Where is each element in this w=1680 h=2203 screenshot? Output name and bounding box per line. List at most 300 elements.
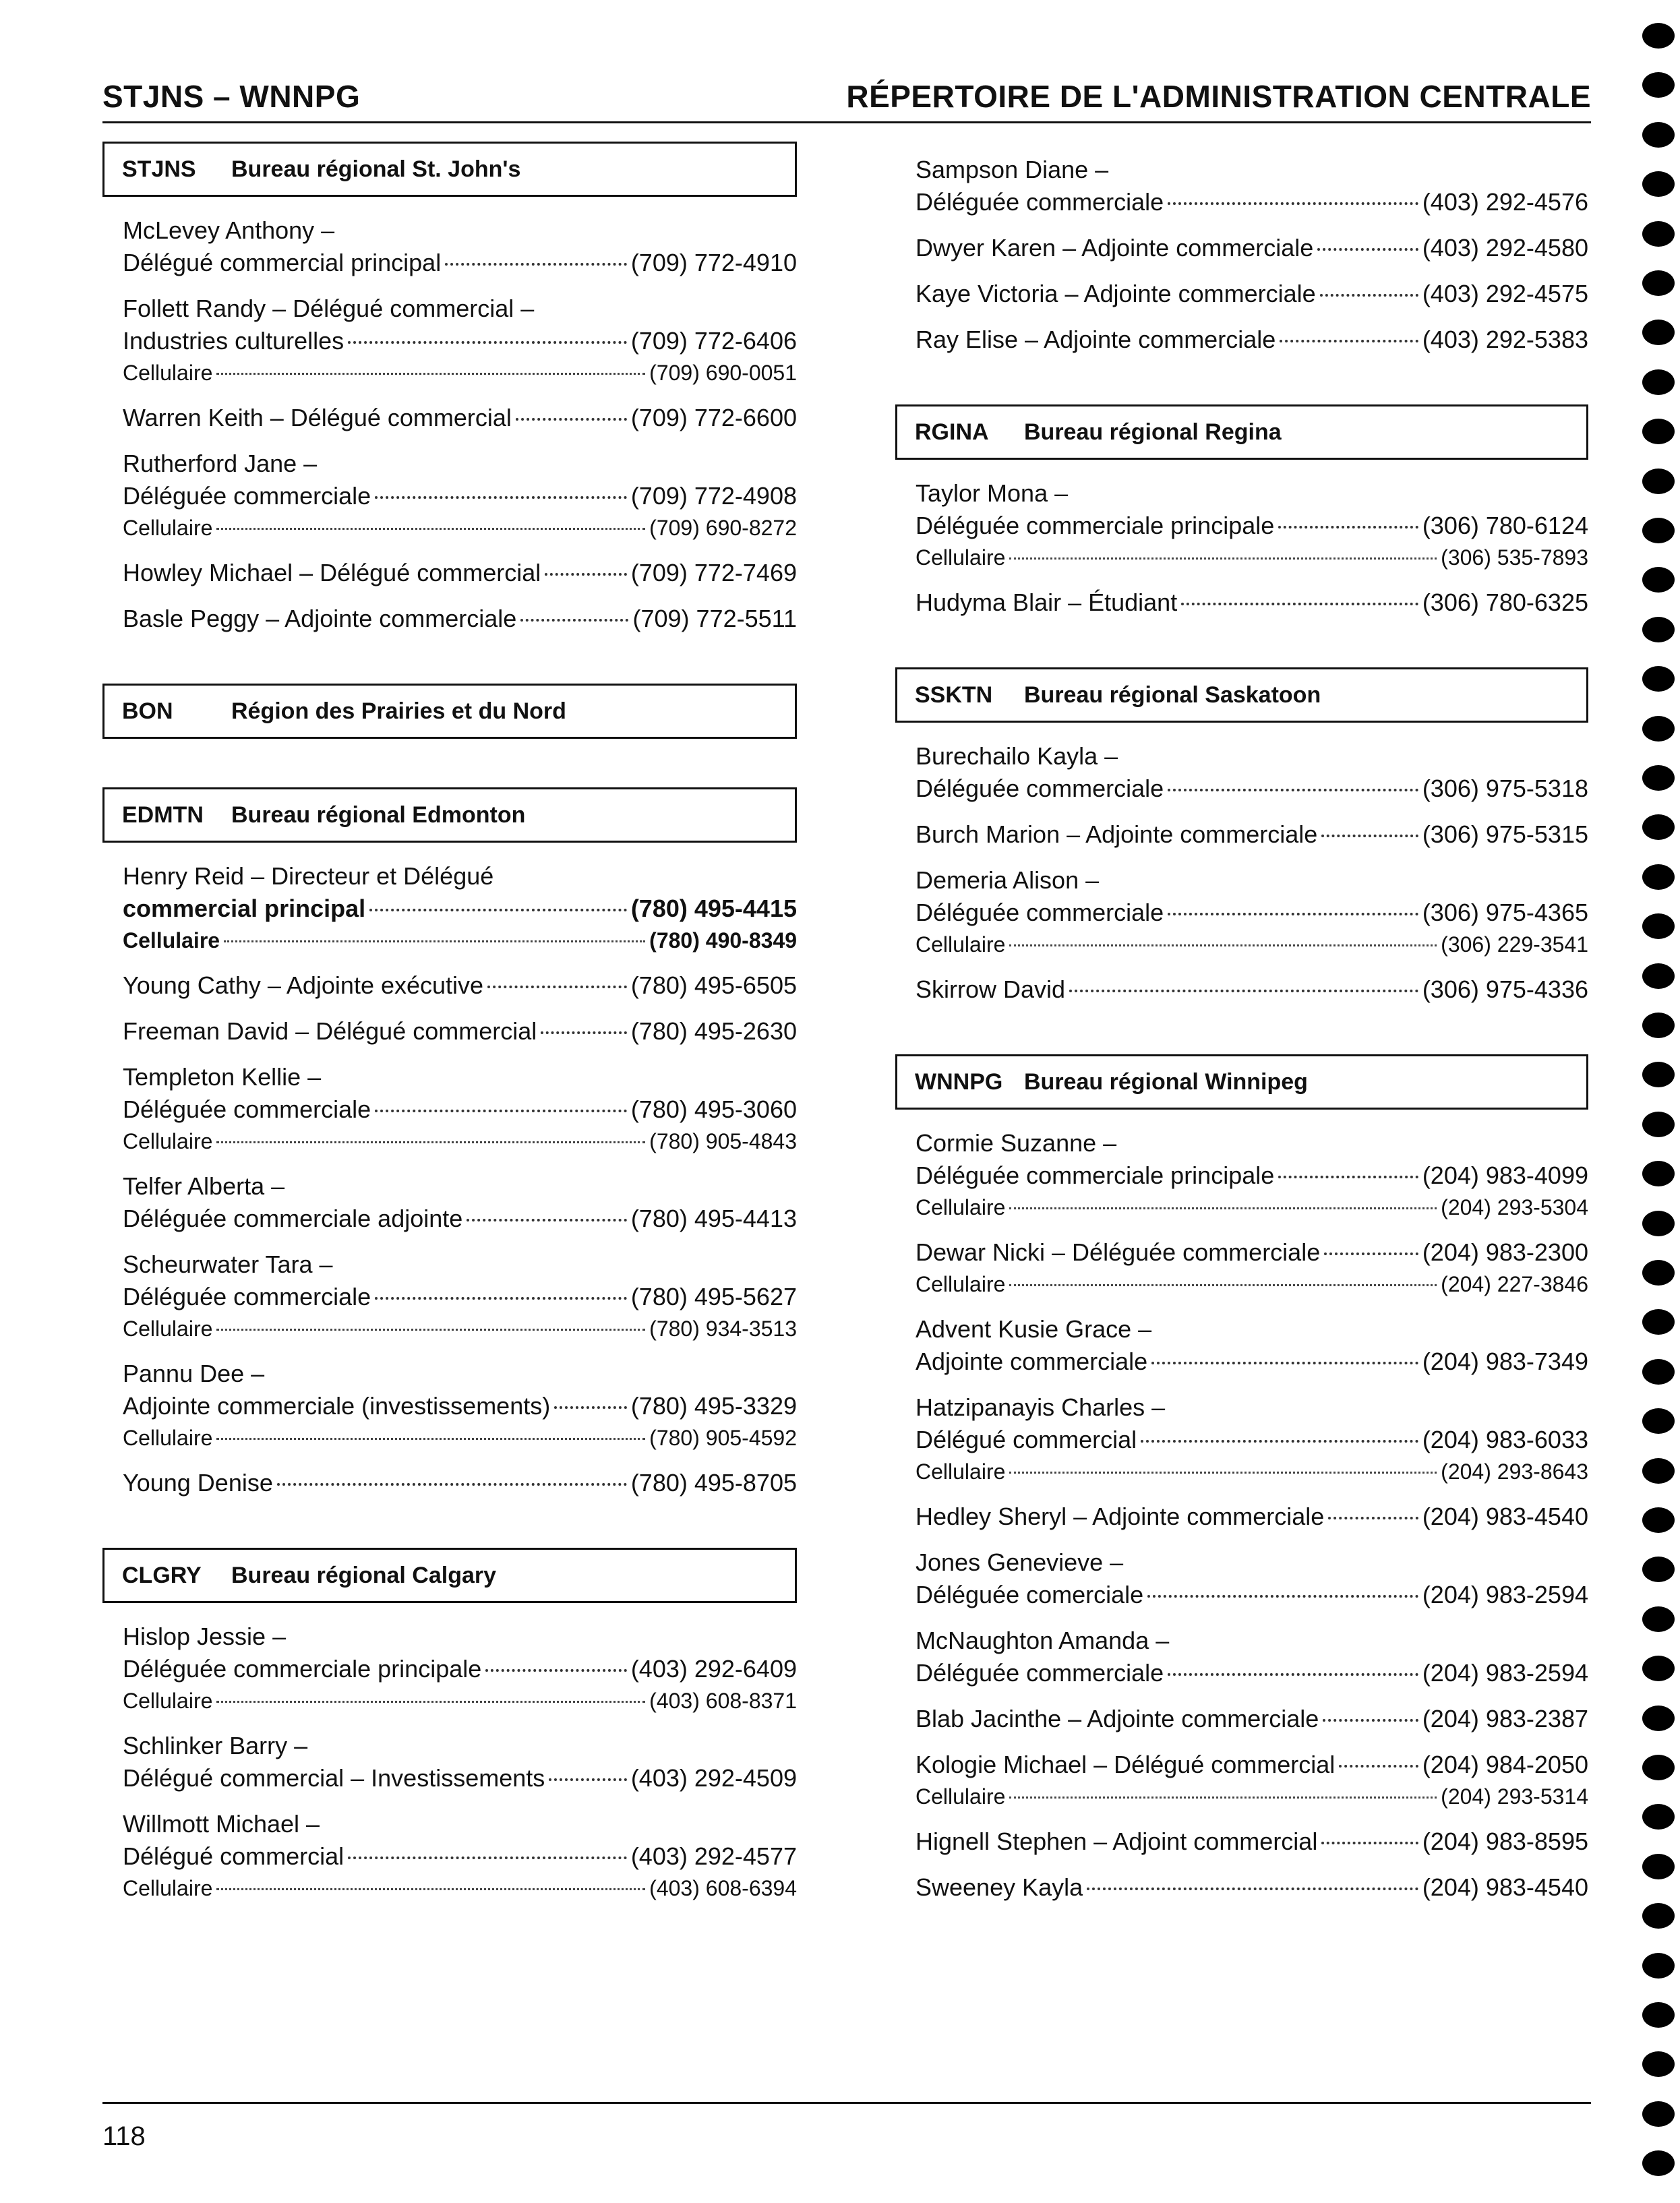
binding-hole xyxy=(1642,1507,1675,1533)
phone-number: (780) 905-4843 xyxy=(649,1129,797,1153)
office-section xyxy=(102,684,797,739)
phone-number: (403) 608-6394 xyxy=(649,1876,797,1900)
dot-leader xyxy=(1009,1207,1437,1209)
entry-label: Burch Marion – Adjointe commerciale xyxy=(916,820,1318,848)
office-title: Bureau régional Edmonton xyxy=(231,802,526,828)
header-range-title: STJNS – WNNPG xyxy=(102,79,361,114)
entry-name: Advent Kusie Grace – xyxy=(916,1315,1152,1343)
binding-hole xyxy=(1642,1557,1675,1582)
entry-label: Adjointe commerciale (investissements) xyxy=(123,1392,551,1420)
entry-label: Déléguée commerciale principale xyxy=(916,512,1275,539)
phone-line xyxy=(916,1657,1588,1689)
phone-number: (204) 983-2300 xyxy=(1422,1238,1588,1266)
section-header xyxy=(895,404,1588,460)
directory-entry xyxy=(123,969,797,1002)
binding-hole xyxy=(1642,2150,1675,2176)
office-section xyxy=(102,787,797,1499)
section-header xyxy=(102,787,797,843)
entry-label: Industries culturelles xyxy=(123,327,344,355)
phone-number: (403) 292-5383 xyxy=(1422,326,1588,353)
right-sections xyxy=(895,404,1588,1904)
directory-entry xyxy=(123,860,797,956)
phone-line xyxy=(916,1346,1588,1378)
entry-name: Schlinker Barry – xyxy=(123,1732,308,1759)
phone-number: (403) 292-6409 xyxy=(630,1655,797,1683)
phone-number: (306) 975-4336 xyxy=(1422,975,1588,1003)
binding-hole xyxy=(1642,716,1675,742)
directory-entry xyxy=(123,214,797,279)
cell-phone-line xyxy=(123,1685,797,1716)
directory-entry xyxy=(916,232,1588,264)
entry-label: Young Cathy – Adjointe exécutive xyxy=(123,971,484,999)
office-code: RGINA xyxy=(915,419,989,445)
phone-number: (306) 975-4365 xyxy=(1422,899,1588,926)
cell-label: Cellulaire xyxy=(123,516,213,540)
dot-leader xyxy=(216,1438,645,1440)
cell-label: Cellulaire xyxy=(916,545,1006,570)
dot-leader xyxy=(445,263,627,266)
binding-hole xyxy=(1642,864,1675,890)
binding-hole xyxy=(1642,1013,1675,1038)
entry-name: Willmott Michael – xyxy=(123,1810,320,1838)
cell-phone-line xyxy=(916,542,1588,573)
dot-leader xyxy=(1328,1517,1418,1519)
phone-number: (780) 495-4413 xyxy=(630,1205,797,1232)
cell-label: Cellulaire xyxy=(916,1272,1006,1296)
phone-line xyxy=(123,402,797,434)
binding-hole xyxy=(1642,1260,1675,1286)
entry-name: Jones Genevieve – xyxy=(916,1548,1124,1576)
entry-label: commercial principal xyxy=(123,895,366,922)
cell-label: Cellulaire xyxy=(123,1876,213,1900)
phone-number: (780) 490-8349 xyxy=(649,928,797,953)
phone-line xyxy=(916,897,1588,929)
phone-line xyxy=(123,1467,797,1499)
dot-leader xyxy=(224,940,645,942)
entry-name: Templeton Kellie – xyxy=(123,1063,322,1091)
cell-label: Cellulaire xyxy=(916,1784,1006,1809)
directory-entry xyxy=(916,864,1588,960)
phone-number: (306) 229-3541 xyxy=(1441,932,1588,957)
office-entries xyxy=(895,723,1588,1006)
directory-entry xyxy=(916,1313,1588,1378)
dot-leader xyxy=(1323,1719,1418,1722)
directory-entry xyxy=(916,1391,1588,1487)
phone-number: (204) 983-4540 xyxy=(1422,1503,1588,1530)
dot-leader xyxy=(1009,944,1437,946)
binding-hole xyxy=(1642,1408,1675,1434)
dot-leader xyxy=(1280,340,1418,342)
binding-hole xyxy=(1642,171,1675,197)
binding-hole xyxy=(1642,1656,1675,1681)
binding-hole xyxy=(1642,2101,1675,2127)
dot-leader xyxy=(1087,1888,1418,1890)
phone-line xyxy=(123,893,797,925)
binding-hole xyxy=(1642,320,1675,345)
office-code: SSKTN xyxy=(915,682,993,708)
phone-number: (780) 495-8705 xyxy=(630,1469,797,1497)
phone-number: (204) 293-8643 xyxy=(1441,1459,1588,1484)
entry-label: Hignell Stephen – Adjoint commercial xyxy=(916,1828,1318,1855)
dot-leader xyxy=(1339,1765,1418,1768)
directory-entry xyxy=(916,278,1588,310)
entry-name: Hislop Jessie – xyxy=(123,1623,287,1650)
dot-leader xyxy=(549,1778,627,1781)
directory-entry xyxy=(123,1358,797,1453)
entry-name: Burechailo Kayla – xyxy=(916,742,1118,770)
entry-label: Délégué commercial principal xyxy=(123,249,442,276)
dot-leader xyxy=(1181,603,1418,605)
directory-entry xyxy=(123,448,797,543)
binding-hole xyxy=(1642,765,1675,791)
binding-hole xyxy=(1642,2051,1675,2077)
page-number: 118 xyxy=(102,2121,146,2151)
office-title: Bureau régional Saskatoon xyxy=(1024,682,1321,708)
entry-name: Scheurwater Tara – xyxy=(123,1250,333,1278)
directory-entry xyxy=(123,1015,797,1048)
binding-hole xyxy=(1642,913,1675,939)
binding-hole xyxy=(1642,1062,1675,1087)
calgary-continued-section xyxy=(895,142,1588,356)
office-code: WNNPG xyxy=(915,1068,1003,1095)
phone-line xyxy=(123,480,797,512)
phone-line xyxy=(123,557,797,589)
cell-label: Cellulaire xyxy=(123,1689,213,1713)
dot-leader xyxy=(1009,1284,1437,1286)
dot-leader xyxy=(348,1857,627,1859)
phone-number: (709) 772-5511 xyxy=(632,605,797,632)
phone-number: (306) 535-7893 xyxy=(1441,545,1588,570)
binding-hole xyxy=(1642,1112,1675,1137)
phone-line xyxy=(916,586,1588,619)
entry-label: Blab Jacinthe – Adjointe commerciale xyxy=(916,1705,1319,1732)
directory-entry xyxy=(123,1730,797,1794)
phone-line xyxy=(123,1015,797,1048)
dot-leader xyxy=(1147,1595,1418,1598)
directory-entry xyxy=(916,1625,1588,1689)
phone-line xyxy=(916,1236,1588,1269)
directory-entry xyxy=(916,740,1588,805)
office-title: Bureau régional Regina xyxy=(1024,419,1282,445)
binding-hole xyxy=(1642,1359,1675,1385)
directory-entry xyxy=(916,1236,1588,1300)
dot-leader xyxy=(1168,202,1418,205)
phone-number: (204) 984-2050 xyxy=(1422,1751,1588,1778)
phone-number: (204) 983-4540 xyxy=(1422,1873,1588,1901)
phone-line xyxy=(123,1840,797,1873)
entry-label: Kaye Victoria – Adjointe commerciale xyxy=(916,280,1316,307)
spiral-binding xyxy=(1642,13,1676,2191)
office-section xyxy=(895,667,1588,1006)
dot-leader xyxy=(1009,1472,1437,1474)
directory-entry xyxy=(123,1061,797,1157)
office-entries xyxy=(895,1110,1588,1904)
binding-hole xyxy=(1642,369,1675,395)
header-directory-title: RÉPERTOIRE DE L'ADMINISTRATION CENTRALE xyxy=(846,79,1591,114)
phone-line xyxy=(123,1762,797,1794)
dot-leader xyxy=(277,1483,627,1486)
directory-entry xyxy=(916,586,1588,619)
left-column xyxy=(102,142,797,1952)
phone-line xyxy=(916,232,1588,264)
cell-label: Cellulaire xyxy=(916,1459,1006,1484)
entry-label: Déléguée commerciale xyxy=(916,899,1164,926)
binding-hole xyxy=(1642,1755,1675,1780)
directory-entry xyxy=(123,1808,797,1904)
phone-number: (204) 293-5304 xyxy=(1441,1195,1588,1219)
phone-number: (403) 292-4577 xyxy=(630,1842,797,1870)
dot-leader xyxy=(216,1888,645,1890)
section-header xyxy=(102,684,797,739)
entry-name: Sampson Diane – xyxy=(916,156,1109,183)
dot-leader xyxy=(216,1701,645,1703)
office-section xyxy=(102,142,797,635)
cell-phone-line xyxy=(123,925,797,956)
entry-label: Freeman David – Délégué commercial xyxy=(123,1017,537,1045)
office-code: BON xyxy=(122,698,173,724)
phone-line xyxy=(916,278,1588,310)
cell-label: Cellulaire xyxy=(123,928,220,953)
phone-line xyxy=(916,186,1588,218)
phone-number: (780) 495-2630 xyxy=(630,1017,797,1045)
dot-leader xyxy=(545,573,627,576)
dot-leader xyxy=(554,1406,627,1409)
section-header xyxy=(102,142,797,197)
binding-hole xyxy=(1642,2002,1675,2028)
phone-number: (709) 690-8272 xyxy=(649,516,797,540)
phone-number: (403) 292-4509 xyxy=(630,1764,797,1792)
dot-leader xyxy=(216,373,645,375)
phone-number: (709) 772-6406 xyxy=(630,327,797,355)
entry-label: Déléguée commerciale xyxy=(123,1095,371,1123)
section-header xyxy=(895,667,1588,723)
dot-leader xyxy=(485,1669,627,1672)
entry-name: Telfer Alberta – xyxy=(123,1172,285,1200)
entry-label: Déléguée commerciale xyxy=(916,775,1164,802)
dot-leader xyxy=(467,1219,627,1221)
phone-line xyxy=(123,603,797,635)
office-title: Bureau régional Calgary xyxy=(231,1562,497,1588)
phone-number: (780) 495-6505 xyxy=(630,971,797,999)
dot-leader xyxy=(216,1329,645,1331)
phone-number: (780) 495-4415 xyxy=(630,895,797,922)
dot-leader xyxy=(1141,1440,1418,1443)
cell-phone-line xyxy=(916,1192,1588,1223)
cell-label: Cellulaire xyxy=(916,932,1006,957)
entry-name: McNaughton Amanda – xyxy=(916,1627,1170,1654)
directory-entry xyxy=(123,1170,797,1235)
directory-entry xyxy=(123,1467,797,1499)
binding-hole xyxy=(1642,1211,1675,1236)
entry-name: Follett Randy – Délégué commercial – xyxy=(123,295,535,322)
phone-number: (780) 495-5627 xyxy=(630,1283,797,1310)
office-title: Région des Prairies et du Nord xyxy=(231,698,566,724)
entry-label: Dwyer Karen – Adjointe commerciale xyxy=(916,234,1314,262)
binding-hole xyxy=(1642,1854,1675,1879)
phone-number: (709) 772-7469 xyxy=(630,559,797,586)
binding-hole xyxy=(1642,221,1675,247)
phone-number: (403) 608-8371 xyxy=(649,1689,797,1713)
calgary-continued-entries xyxy=(895,142,1588,356)
directory-entry xyxy=(916,1749,1588,1812)
office-section xyxy=(102,1548,797,1904)
dot-leader xyxy=(216,528,645,530)
phone-number: (204) 983-6033 xyxy=(1422,1426,1588,1453)
phone-number: (306) 780-6124 xyxy=(1422,512,1588,539)
phone-number: (709) 772-4908 xyxy=(630,482,797,510)
phone-number: (306) 975-5318 xyxy=(1422,775,1588,802)
entry-name: Pannu Dee – xyxy=(123,1360,265,1387)
office-title: Bureau régional Winnipeg xyxy=(1024,1068,1308,1095)
directory-entry xyxy=(123,402,797,434)
entry-name: Taylor Mona – xyxy=(916,479,1069,507)
cell-phone-line xyxy=(123,512,797,543)
entry-label: Hedley Sheryl – Adjointe commerciale xyxy=(916,1503,1325,1530)
dot-leader xyxy=(375,1297,627,1300)
entry-label: Sweeney Kayla xyxy=(916,1873,1083,1901)
binding-hole xyxy=(1642,23,1675,49)
cell-label: Cellulaire xyxy=(123,1129,213,1153)
phone-number: (780) 905-4592 xyxy=(649,1426,797,1450)
cell-phone-line xyxy=(916,1781,1588,1812)
phone-line xyxy=(916,1424,1588,1456)
dot-leader xyxy=(516,418,627,421)
office-entries xyxy=(102,843,797,1499)
phone-number: (204) 983-4099 xyxy=(1422,1161,1588,1189)
cell-label: Cellulaire xyxy=(123,1317,213,1341)
dot-leader xyxy=(487,986,627,988)
phone-line xyxy=(916,973,1588,1006)
directory-entry xyxy=(916,1546,1588,1611)
phone-line xyxy=(123,247,797,279)
binding-hole xyxy=(1642,122,1675,148)
entry-label: Déléguée comerciale xyxy=(916,1581,1144,1608)
page-footer xyxy=(102,2102,1591,2151)
dot-leader xyxy=(375,1110,627,1112)
entry-label: Kologie Michael – Délégué commercial xyxy=(916,1751,1336,1778)
cell-label: Cellulaire xyxy=(916,1195,1006,1219)
directory-entry xyxy=(123,603,797,635)
binding-hole xyxy=(1642,814,1675,840)
dot-leader xyxy=(1168,913,1418,915)
entry-name: Cormie Suzanne – xyxy=(916,1129,1117,1157)
page-header xyxy=(102,70,1591,123)
entry-label: Skirrow David xyxy=(916,975,1066,1003)
phone-line xyxy=(123,1653,797,1685)
dot-leader xyxy=(1009,557,1437,560)
entry-label: Déléguée commerciale xyxy=(123,1283,371,1310)
directory-entry xyxy=(916,1825,1588,1858)
cell-phone-line xyxy=(123,1313,797,1344)
phone-line xyxy=(916,1703,1588,1735)
entry-label: Basle Peggy – Adjointe commerciale xyxy=(123,605,517,632)
entry-name: Henry Reid – Directeur et Délégué xyxy=(123,862,494,890)
phone-line xyxy=(916,1501,1588,1533)
phone-number: (204) 983-2594 xyxy=(1422,1581,1588,1608)
dot-leader xyxy=(1278,1176,1418,1178)
directory-entry xyxy=(916,973,1588,1006)
dot-leader xyxy=(348,341,627,344)
binding-hole xyxy=(1642,963,1675,989)
phone-number: (403) 292-4580 xyxy=(1422,234,1588,262)
dot-leader xyxy=(1321,1842,1418,1844)
office-title: Bureau régional St. John's xyxy=(231,156,521,182)
entry-label: Délégué commercial xyxy=(123,1842,344,1870)
binding-hole xyxy=(1642,469,1675,494)
directory-entry xyxy=(123,1621,797,1716)
office-section xyxy=(895,1054,1588,1904)
binding-hole xyxy=(1642,666,1675,692)
binding-hole xyxy=(1642,1953,1675,1979)
binding-hole xyxy=(1642,1606,1675,1632)
phone-number: (306) 780-6325 xyxy=(1422,589,1588,616)
phone-number: (403) 292-4576 xyxy=(1422,188,1588,216)
entry-label: Howley Michael – Délégué commercial xyxy=(123,559,541,586)
binding-hole xyxy=(1642,617,1675,642)
binding-hole xyxy=(1642,419,1675,444)
phone-line xyxy=(123,969,797,1002)
dot-leader xyxy=(1069,990,1418,992)
directory-entry xyxy=(916,324,1588,356)
phone-number: (306) 975-5315 xyxy=(1422,820,1588,848)
office-entries xyxy=(102,1603,797,1904)
binding-hole xyxy=(1642,1161,1675,1186)
office-entries xyxy=(895,460,1588,619)
binding-hole xyxy=(1642,1309,1675,1335)
entry-name: Hatzipanayis Charles – xyxy=(916,1393,1166,1421)
phone-line xyxy=(916,773,1588,805)
dot-leader xyxy=(1321,835,1418,837)
cell-phone-line xyxy=(123,1422,797,1453)
entry-label: Hudyma Blair – Étudiant xyxy=(916,589,1178,616)
dot-leader xyxy=(1320,294,1418,297)
entry-name: McLevey Anthony – xyxy=(123,216,335,244)
right-column xyxy=(895,142,1588,1952)
phone-line xyxy=(916,1749,1588,1781)
phone-number: (204) 983-8595 xyxy=(1422,1828,1588,1855)
section-header xyxy=(102,1548,797,1603)
entry-label: Déléguée commerciale adjointe xyxy=(123,1205,463,1232)
directory-entry xyxy=(123,293,797,388)
dot-leader xyxy=(541,1031,627,1034)
phone-number: (403) 292-4575 xyxy=(1422,280,1588,307)
phone-line xyxy=(123,1203,797,1235)
entry-label: Déléguée commerciale principale xyxy=(916,1161,1275,1189)
directory-entry xyxy=(123,1248,797,1344)
dot-leader xyxy=(1278,526,1418,529)
phone-number: (709) 772-6600 xyxy=(630,404,797,431)
dot-leader xyxy=(369,909,627,911)
entry-label: Dewar Nicki – Déléguée commerciale xyxy=(916,1238,1321,1266)
directory-entry xyxy=(916,154,1588,218)
office-code: STJNS xyxy=(122,156,196,182)
binding-hole xyxy=(1642,270,1675,296)
binding-hole xyxy=(1642,518,1675,543)
entry-label: Déléguée commerciale xyxy=(916,188,1164,216)
entry-label: Déléguée commerciale xyxy=(123,482,371,510)
phone-number: (204) 983-2387 xyxy=(1422,1705,1588,1732)
dot-leader xyxy=(1009,1797,1437,1799)
phone-number: (709) 772-4910 xyxy=(630,249,797,276)
phone-line xyxy=(916,1159,1588,1192)
directory-entry xyxy=(916,477,1588,573)
dot-leader xyxy=(216,1141,645,1143)
binding-hole xyxy=(1642,1903,1675,1929)
dot-leader xyxy=(1168,789,1418,791)
binding-hole xyxy=(1642,1458,1675,1484)
entry-label: Déléguée commerciale principale xyxy=(123,1655,482,1683)
phone-line xyxy=(123,1281,797,1313)
